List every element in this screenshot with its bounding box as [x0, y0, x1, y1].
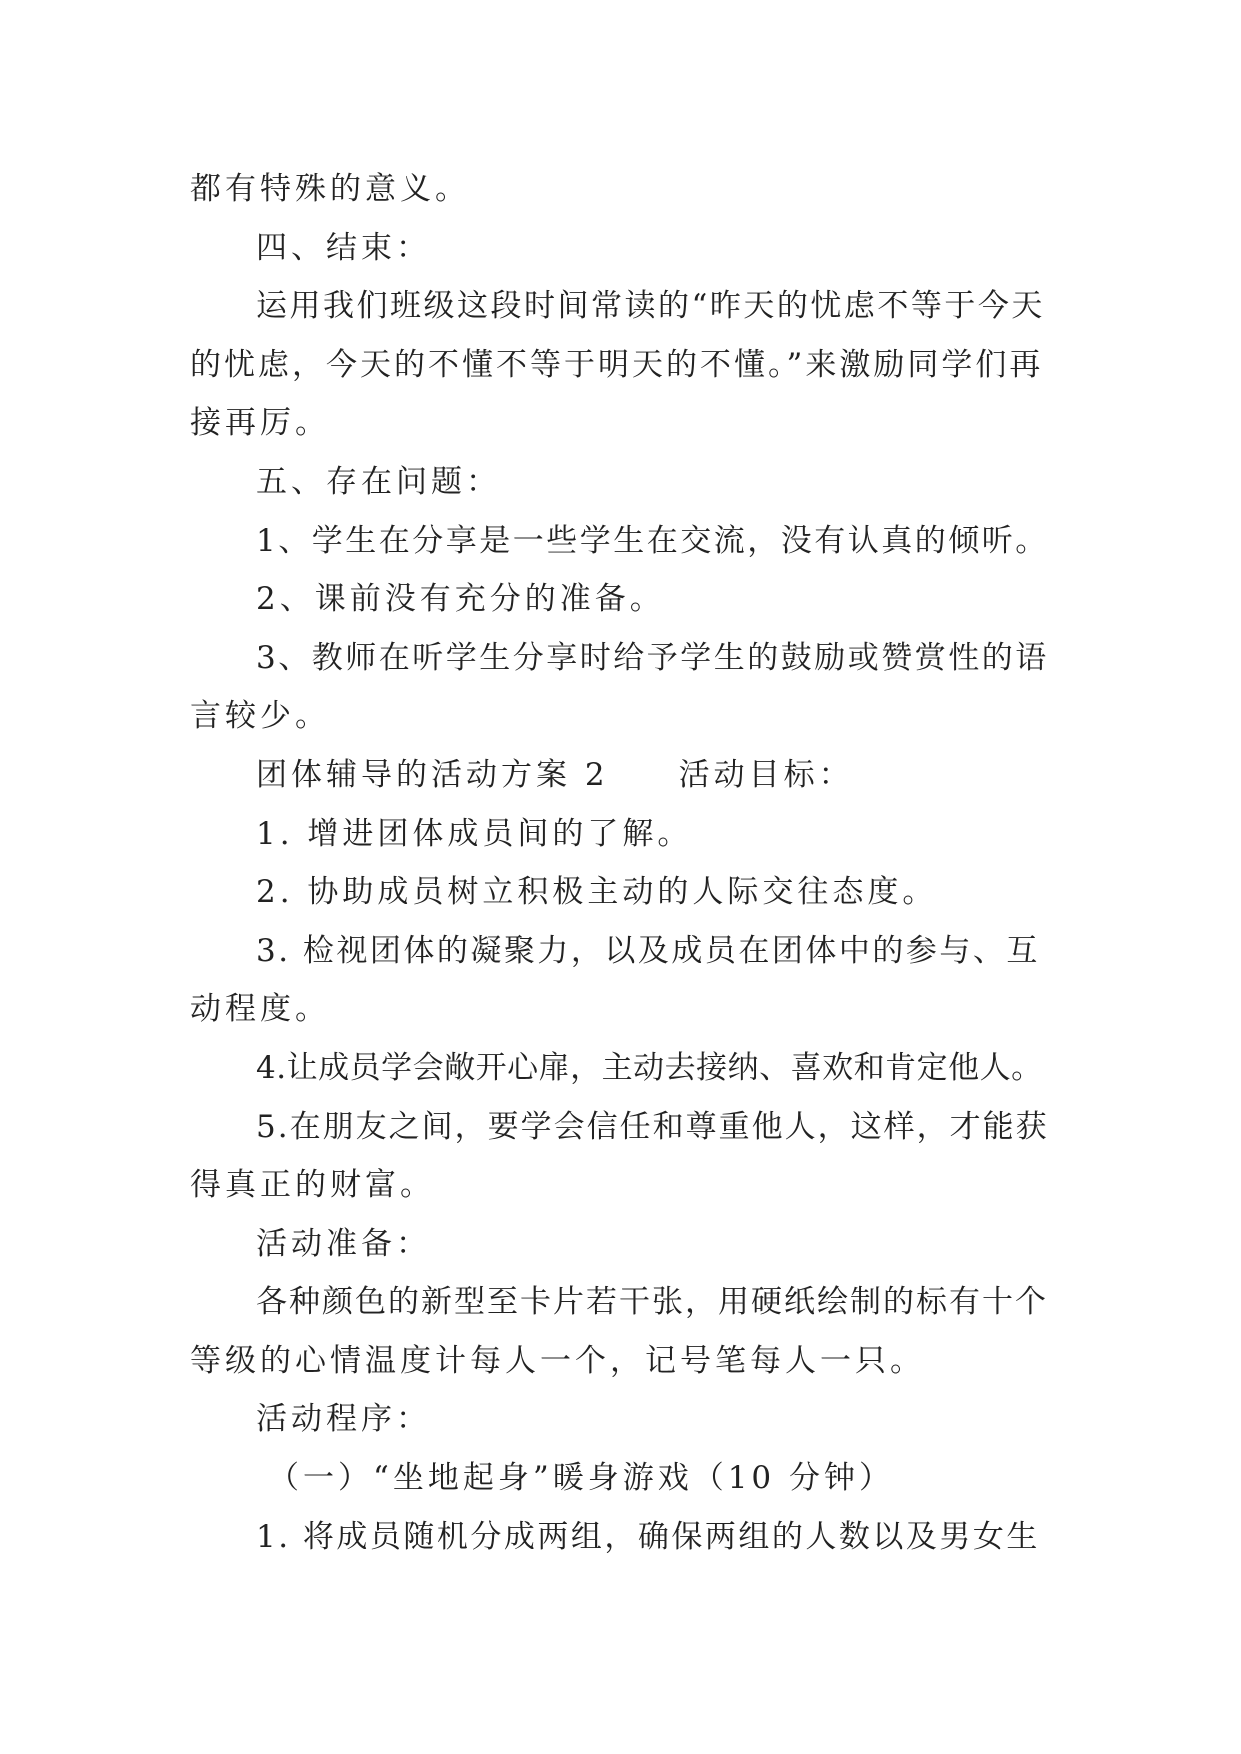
list-item: 3. 检视团体的凝聚力，以及成员在团体中的参与、互 [256, 932, 1040, 969]
list-item: 1、学生在分享是一些学生在交流，没有认真的倾听。 [256, 522, 1049, 559]
list-item: 2、课前没有充分的准备。 [256, 581, 665, 618]
list-item: 5.在朋友之间，要学会信任和尊重他人，这样，才能获 [256, 1108, 1049, 1145]
text-line: 都有特殊的意义。 [190, 171, 470, 207]
text-line: 言较少。 [190, 698, 330, 735]
document-body [190, 160, 1050, 1566]
text-line: 动程度。 [190, 991, 330, 1028]
text-line: 等级的心情温度计每人一个，记号笔每人一只。 [190, 1342, 925, 1379]
text-line: 得真正的财富。 [190, 1167, 435, 1204]
section-heading-problems: 五、存在问题： [256, 463, 501, 500]
text-line: 运用我们班级这段时间常读的“昨天的忧虑不等于今天 [256, 288, 1045, 325]
list-item: 4.让成员学会敞开心扉，主动去接纳、喜欢和肯定他人。 [256, 1049, 1043, 1086]
section-heading-preparation: 活动准备： [256, 1225, 431, 1262]
list-item: 1. 将成员随机分成两组，确保两组的人数以及男女生 [256, 1518, 1040, 1555]
section-heading-conclusion: 四、结束： [256, 229, 431, 266]
plan-title: 团体辅导的活动方案 2 活动目标： [256, 756, 854, 793]
list-item: 1. 增进团体成员间的了解。 [256, 815, 693, 852]
text-line: 接再厉。 [190, 405, 330, 442]
list-item: 3、教师在听学生分享时给予学生的鼓励或赞赏性的语 [256, 639, 1049, 676]
list-item: 2. 协助成员树立积极主动的人际交往态度。 [256, 874, 938, 911]
text-line: 各种颜色的新型至卡片若干张，用硬纸绘制的标有十个 [256, 1284, 1048, 1321]
section-heading-procedure: 活动程序： [256, 1401, 431, 1438]
text-line: 的忧虑，今天的不懂不等于明天的不懂。”来激励同学们再 [190, 346, 1044, 383]
subsection-heading: （一）“坐地起身”暖身游戏（10 分钟） [268, 1460, 894, 1497]
